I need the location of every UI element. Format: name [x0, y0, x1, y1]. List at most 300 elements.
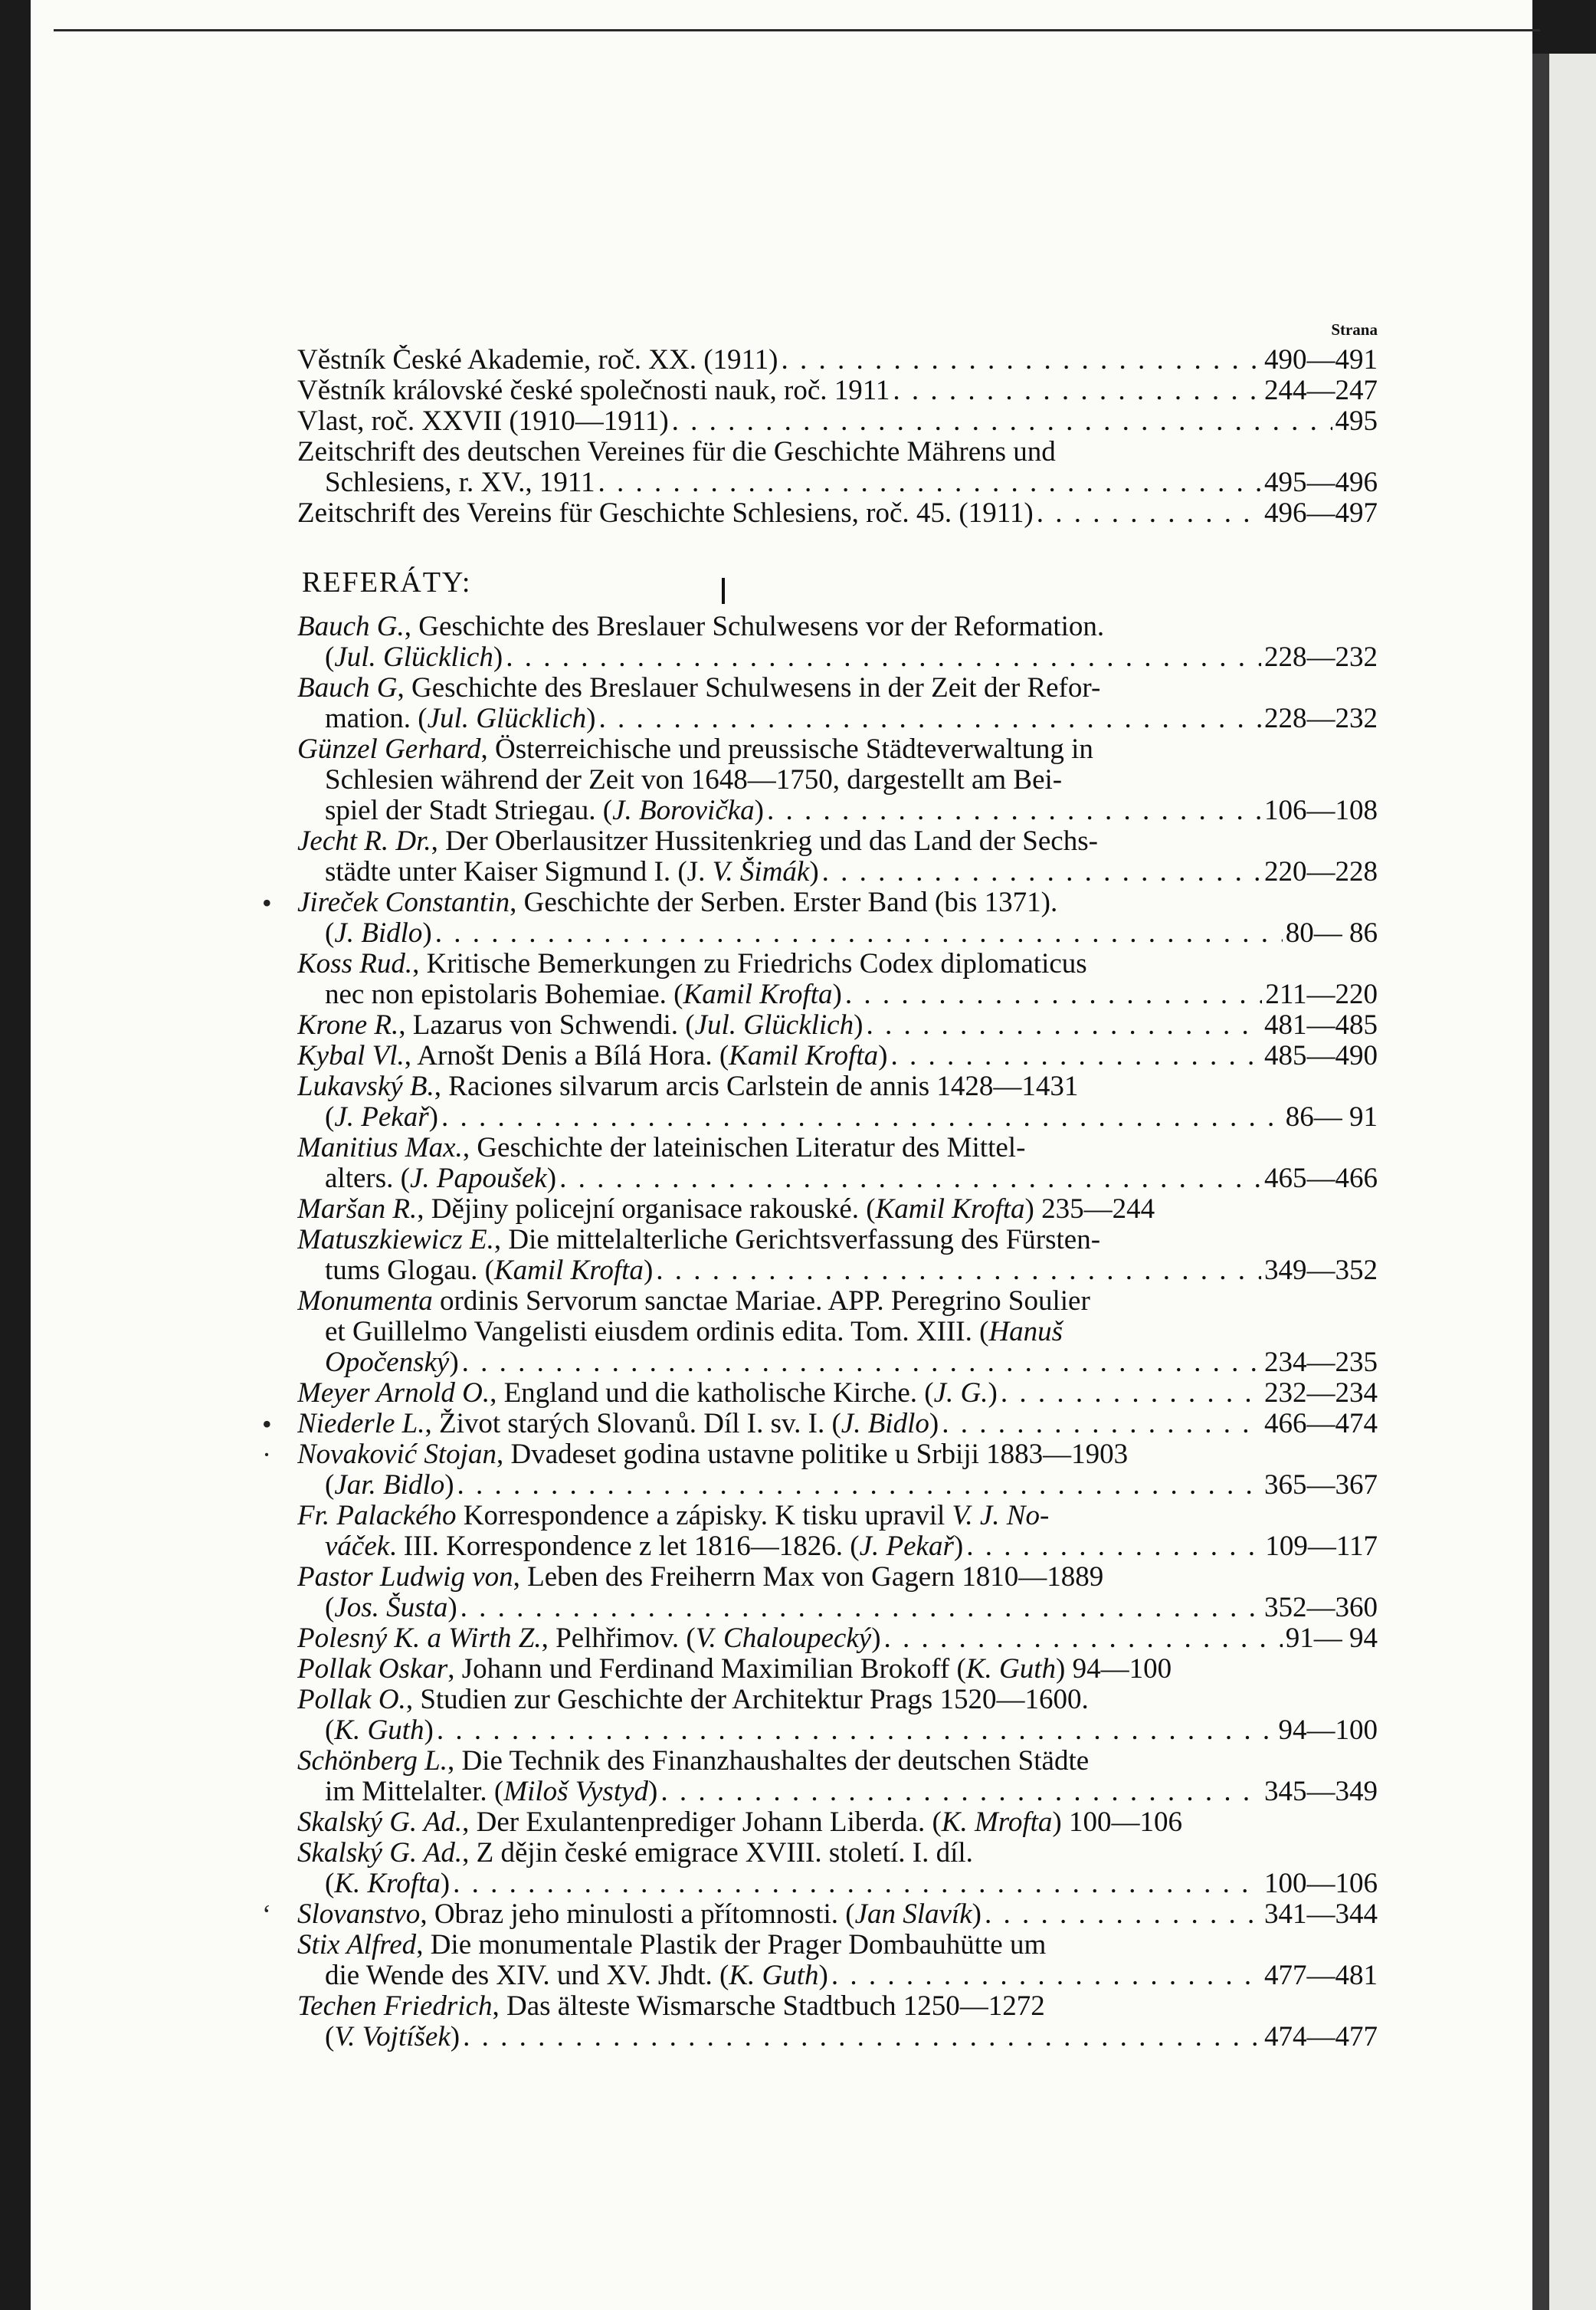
periodical-entry [297, 498, 1378, 529]
text-segment: ( [325, 1593, 335, 1623]
entry-line [297, 1685, 1378, 1715]
entry-text [297, 1286, 1090, 1317]
entry-line [297, 1501, 1378, 1531]
entry-text [297, 1991, 1045, 2022]
entry-line [297, 734, 1378, 765]
entry-line [297, 1593, 1378, 1623]
page-range: 495—496 [1264, 468, 1378, 498]
text-segment: , Dějiny policejní organisace rakouské. ( [417, 1194, 876, 1225]
entry-line [297, 949, 1378, 979]
periodical-entry [297, 437, 1378, 498]
entry-line [297, 498, 1378, 529]
italic-name: Pollak Oskar [297, 1654, 448, 1685]
text-segment: , Geschichte des Breslauer Schulwesens in der Zeit der Refor- [397, 673, 1101, 704]
entry-text [325, 765, 1062, 796]
review-entry [297, 673, 1378, 734]
entry-text [325, 2022, 460, 2052]
entry-line [297, 1163, 1378, 1194]
review-entry [297, 1623, 1378, 1654]
margin-mark: • [262, 1409, 272, 1439]
entry-text [297, 1501, 1049, 1531]
review-entry [262, 1899, 1378, 1930]
entry-line [297, 1807, 1378, 1838]
entry-line [297, 468, 1378, 498]
italic-name: Kamil Krofta [729, 1041, 879, 1071]
dot-leader [1001, 1378, 1261, 1409]
italic-name: Pastor Ludwig von [297, 1562, 513, 1593]
index-content [262, 314, 1378, 2052]
entry-line [297, 888, 1378, 918]
text-segment: ) [818, 1961, 828, 1991]
italic-name: Polesný K. a Wirth Z. [297, 1623, 542, 1654]
text-segment: ) [428, 1102, 438, 1133]
entry-text [297, 1439, 1128, 1470]
dot-leader [985, 1899, 1261, 1930]
dot-leader [672, 406, 1332, 437]
entry-text [297, 1746, 1089, 1777]
dot-leader [656, 1255, 1261, 1286]
text-segment: ) [854, 1010, 864, 1041]
text-segment: Věstník královské české společnosti nauk, roč. 1911 [297, 376, 890, 406]
entry-line [297, 1286, 1378, 1317]
dot-leader [463, 2022, 1261, 2052]
entry-text [325, 1531, 963, 1562]
text-segment: die Wende des XIV. und XV. Jhdt. ( [325, 1961, 729, 1991]
text-segment: tums Glogau. ( [325, 1255, 494, 1286]
text-segment: ) [424, 1715, 434, 1746]
page-range: 481—485 [1264, 1010, 1378, 1041]
entry-line [297, 1654, 1378, 1685]
entry-line [297, 1041, 1378, 1071]
italic-name: K. Mrofta [941, 1807, 1053, 1838]
entry-line [297, 1777, 1378, 1807]
italic-name: Niederle L. [297, 1409, 425, 1439]
text-segment: ) [929, 1409, 939, 1439]
page-range: 228—232 [1264, 704, 1378, 734]
entry-text [325, 1163, 556, 1194]
text-segment: , Österreichische und preussische Städteverwaltung in [480, 734, 1093, 765]
text-segment: ) [754, 796, 764, 826]
text-segment: , Geschichte der lateinischen Literatur des Mittel- [462, 1133, 1026, 1163]
italic-name: Krone R. [297, 1010, 399, 1041]
page-range: 466—474 [1264, 1409, 1378, 1439]
page-range: 352—360 [1264, 1593, 1378, 1623]
italic-name: Slovanstvo [297, 1899, 421, 1930]
entry-line [297, 857, 1378, 888]
entry-line [297, 1409, 1378, 1439]
text-segment: , Die monumentale Plastik der Prager Dombauhütte um [416, 1930, 1047, 1961]
text-segment: spiel der Stadt Striegau. ( [325, 796, 613, 826]
text-segment: . III. Korrespondence z let 1816—1826. ( [389, 1531, 860, 1562]
entry-text [297, 826, 1098, 857]
entry-text [325, 1102, 438, 1133]
text-segment: , Pelhřimov. ( [541, 1623, 696, 1654]
entry-line [297, 1071, 1378, 1102]
entry-line [297, 1562, 1378, 1593]
dot-leader [441, 1102, 1283, 1133]
review-entry [297, 1501, 1378, 1562]
text-segment: ) [447, 1593, 457, 1623]
entry-text [297, 1225, 1100, 1255]
entry-text [297, 949, 1087, 979]
entry-line [297, 406, 1378, 437]
entry-text [325, 979, 842, 1010]
dot-leader [767, 796, 1261, 826]
review-entry [262, 888, 1378, 949]
italic-name: Schönberg L. [297, 1746, 447, 1777]
italic-name: K. Krofta [334, 1869, 441, 1899]
entry-text [297, 888, 1057, 918]
review-entry [297, 826, 1378, 888]
text-segment: , England und die katholische Kirche. ( [490, 1378, 934, 1409]
text-segment: et Guillelmo Vangelisti eiusdem ordinis edita. Tom. XIII. ( [325, 1317, 989, 1347]
italic-name: Opočenský [325, 1347, 450, 1378]
entry-text [297, 406, 669, 437]
page-range: 220—228 [1264, 857, 1378, 888]
dot-leader [781, 345, 1261, 376]
italic-name: K. Guth [965, 1654, 1057, 1685]
entry-line [297, 1347, 1378, 1378]
entry-text [297, 1654, 1172, 1685]
reviews-list [262, 612, 1378, 2052]
italic-name: J. G. [933, 1378, 988, 1409]
entry-text [297, 1010, 863, 1041]
page-range: 244—247 [1264, 376, 1378, 406]
text-segment: ) [449, 1347, 459, 1378]
review-entry [297, 949, 1378, 1010]
italic-name: Günzel Gerhard [297, 734, 481, 765]
page-top-rule [54, 29, 1540, 31]
entry-text [325, 642, 503, 673]
entry-text [325, 1715, 434, 1746]
entry-text [325, 796, 764, 826]
text-segment: , Leben des Freiherrn Max von Gagern 1810—1889 [513, 1562, 1104, 1593]
entry-line [297, 1102, 1378, 1133]
entry-text [297, 1899, 982, 1930]
review-entry [297, 1838, 1378, 1899]
entry-text [297, 345, 778, 376]
page-range: 365—367 [1264, 1470, 1378, 1501]
italic-name: Meyer Arnold O. [297, 1378, 490, 1409]
italic-name: Monumenta [297, 1286, 433, 1317]
text-segment: Korrespondence a zápisky. K tisku upravil [456, 1501, 952, 1531]
entry-line [297, 1715, 1378, 1746]
text-segment: ) [493, 642, 503, 673]
entry-line [297, 1255, 1378, 1286]
review-entry [297, 1071, 1378, 1133]
text-segment: ( [325, 642, 335, 673]
entry-text [297, 437, 1056, 468]
page-range: 474—477 [1264, 2022, 1378, 2052]
entry-line [297, 1838, 1378, 1869]
italic-name: V. Šimák [712, 857, 810, 888]
page-column-header: Strana [1331, 320, 1378, 339]
dot-leader [660, 1777, 1261, 1807]
page-range: 477—481 [1264, 1961, 1378, 1991]
italic-name: Jul. Glücklich [427, 704, 587, 734]
entry-text [297, 612, 1104, 642]
entry-text [325, 1347, 459, 1378]
italic-name: Bauch G. [297, 612, 405, 642]
entry-line [297, 1930, 1378, 1961]
italic-name: Kamil Krofta [493, 1255, 644, 1286]
entry-text [297, 1194, 1155, 1225]
text-segment: , Das älteste Wismarsche Stadtbuch 1250—1272 [492, 1991, 1045, 2022]
italic-name: Jul. Glücklich [694, 1010, 854, 1041]
text-segment: ) [878, 1041, 888, 1071]
italic-name: Novaković Stojan [297, 1439, 496, 1470]
text-segment: , Arnošt Denis a Bílá Hora. ( [404, 1041, 729, 1071]
text-segment: ( [325, 1102, 335, 1133]
page-range: 490—491 [1264, 345, 1378, 376]
text-segment: ( [325, 918, 335, 949]
dot-leader [435, 918, 1283, 949]
italic-name: Hanuš [988, 1317, 1063, 1347]
dot-leader [966, 1531, 1262, 1562]
entry-line [297, 1623, 1378, 1654]
entry-line [297, 437, 1378, 468]
italic-name: V. Vojtíšek [334, 2022, 451, 2052]
text-segment: Vlast, roč. XXVII (1910—1911) [297, 406, 669, 437]
review-entry [297, 1746, 1378, 1807]
review-entry [297, 612, 1378, 673]
periodical-entry [297, 376, 1378, 406]
entry-text [297, 376, 890, 406]
italic-name: Fr. Palackého [297, 1501, 457, 1531]
text-segment: ) [988, 1378, 998, 1409]
italic-name: Miloš Vystyd [503, 1777, 649, 1807]
entry-line [297, 1899, 1378, 1930]
entry-line [297, 765, 1378, 796]
italic-name: Jar. Bidlo [334, 1470, 445, 1501]
entry-text [297, 1071, 1078, 1102]
page-range: 345—349 [1264, 1777, 1378, 1807]
text-segment: ( [325, 1470, 335, 1501]
italic-name: J. Pekař [859, 1531, 954, 1562]
text-segment: Zeitschrift des Vereins für Geschichte Schlesiens, roč. 45. (1911) [297, 498, 1034, 529]
italic-name: Koss Rud. [297, 949, 413, 979]
italic-name: Skalský G. Ad. [297, 1807, 463, 1838]
text-segment: ) [440, 1869, 451, 1899]
next-page-edge [1549, 54, 1596, 2310]
dot-leader [598, 704, 1261, 734]
text-segment: ) [972, 1899, 982, 1930]
entry-line [297, 1470, 1378, 1501]
text-segment: ) 94—100 [1056, 1654, 1172, 1685]
text-segment: Zeitschrift des deutschen Vereines für die Geschichte Mährens und [297, 437, 1056, 468]
text-segment: ordinis Servorum sanctae Mariae. APP. Peregrino Soulier [432, 1286, 1090, 1317]
dot-leader [942, 1409, 1261, 1439]
entry-text [325, 918, 432, 949]
italic-name: Matuszkiewicz E. [297, 1225, 494, 1255]
entry-text [325, 1869, 450, 1899]
text-segment: ) [643, 1255, 654, 1286]
entry-text [297, 498, 1034, 529]
review-entry [297, 1991, 1378, 2052]
review-entry [297, 1010, 1378, 1041]
italic-name: Maršan R. [297, 1194, 418, 1225]
entry-line [297, 704, 1378, 734]
italic-name: V. J. No- [952, 1501, 1050, 1531]
page-range: 86— 91 [1285, 1102, 1378, 1133]
entry-line [297, 1010, 1378, 1041]
text-segment: , Život starých Slovanů. Díl I. sv. I. ( [424, 1409, 841, 1439]
entry-text [325, 704, 595, 734]
review-entry [297, 1041, 1378, 1071]
text-segment: nec non epistolaris Bohemiae. ( [325, 979, 683, 1010]
page-range: 496—497 [1264, 498, 1378, 529]
page-range: 91— 94 [1285, 1623, 1378, 1654]
dot-leader [884, 1623, 1283, 1654]
text-segment: , Z dějin české emigrace XVIII. století. I. díl. [462, 1838, 973, 1869]
text-segment: ) [546, 1163, 557, 1194]
italic-name: K. Guth [729, 1961, 819, 1991]
page-range: 465—466 [1264, 1163, 1378, 1194]
page-range: 485—490 [1264, 1041, 1378, 1071]
italic-name: Kamil Krofta [683, 979, 833, 1010]
entry-text [297, 1378, 998, 1409]
entry-line [297, 376, 1378, 406]
text-segment: ) [586, 704, 596, 734]
page-range: 349—352 [1264, 1255, 1378, 1286]
italic-name: Pollak O. [297, 1685, 406, 1715]
dot-leader [1037, 498, 1261, 529]
entry-line [297, 1194, 1378, 1225]
entry-text [325, 1593, 457, 1623]
italic-name: Jireček Constantin [297, 888, 510, 918]
dot-leader [506, 642, 1261, 673]
text-segment: , Dvadeset godina ustavne politike u Srbiji 1883—1903 [496, 1439, 1129, 1470]
page-range: 232—234 [1264, 1378, 1378, 1409]
italic-name: váček [325, 1531, 390, 1562]
scan-gutter [1532, 54, 1549, 2310]
dot-leader [866, 1010, 1261, 1041]
entry-line [297, 612, 1378, 642]
dot-leader [893, 376, 1261, 406]
periodical-entry [297, 345, 1378, 376]
text-segment: ) 235—244 [1024, 1194, 1155, 1225]
italic-name: Kamil Krofta [875, 1194, 1025, 1225]
text-segment: ( [325, 1869, 335, 1899]
entry-text [325, 1255, 653, 1286]
entry-line [297, 1439, 1378, 1470]
entry-text [297, 1041, 887, 1071]
entry-text [297, 1930, 1046, 1961]
dot-leader [453, 1869, 1261, 1899]
italic-name: Bauch G [297, 673, 398, 704]
dot-leader [822, 857, 1261, 888]
text-segment: ( [325, 1715, 335, 1746]
text-segment: mation. ( [325, 704, 428, 734]
italic-name: Techen Friedrich [297, 1991, 493, 2022]
text-segment: ) [422, 918, 432, 949]
entry-line [297, 1869, 1378, 1899]
page-range: 341—344 [1264, 1899, 1378, 1930]
italic-name: Skalský G. Ad. [297, 1838, 463, 1869]
text-segment: städte unter Kaiser Sigmund I. (J. [325, 857, 713, 888]
entry-line [297, 1746, 1378, 1777]
text-segment: Věstník České Akademie, roč. XX. (1911) [297, 345, 778, 376]
entry-text [325, 1317, 1063, 1347]
review-entry [262, 1409, 1378, 1439]
review-entry [297, 1807, 1378, 1838]
review-entry [262, 1439, 1378, 1501]
text-segment: ) [809, 857, 819, 888]
entry-text [297, 734, 1093, 765]
italic-name: J. Bidlo [334, 918, 423, 949]
text-segment: ) [832, 979, 842, 1010]
italic-name: J. Papoušek [409, 1163, 547, 1194]
review-entry [297, 1562, 1378, 1623]
review-entry [297, 1286, 1378, 1378]
entry-text [297, 673, 1100, 704]
italic-name: Lukavský B. [297, 1071, 434, 1102]
entry-text [297, 1685, 1089, 1715]
text-segment: ) [871, 1623, 881, 1654]
entry-line [297, 826, 1378, 857]
entry-line [297, 796, 1378, 826]
dot-leader [890, 1041, 1261, 1071]
text-cursor-mark [722, 578, 725, 604]
entry-text [325, 468, 595, 498]
dot-leader [460, 1593, 1261, 1623]
italic-name: J. Bidlo [841, 1409, 929, 1439]
page-range: 211—220 [1265, 979, 1378, 1010]
review-entry [297, 1654, 1378, 1685]
italic-name: Kybal Vl. [297, 1041, 405, 1071]
review-entry [297, 1225, 1378, 1286]
margin-mark: ‘ [262, 1899, 271, 1930]
review-entry [297, 734, 1378, 826]
review-entry [297, 1685, 1378, 1746]
margin-mark: • [262, 888, 272, 918]
text-segment: , Obraz jeho minulosti a přítomnosti. ( [420, 1899, 855, 1930]
text-segment: Schlesiens, r. XV., 1911 [325, 468, 595, 498]
review-entry [297, 1194, 1378, 1225]
entry-line [297, 1378, 1378, 1409]
dot-leader [437, 1715, 1276, 1746]
text-segment: , Studien zur Geschichte der Architektur Prags 1520—1600. [405, 1685, 1089, 1715]
text-segment: ) [444, 1470, 454, 1501]
italic-name: J. Pekař [334, 1102, 429, 1133]
entry-line [297, 1317, 1378, 1347]
entry-text [297, 1838, 973, 1869]
entry-line [297, 918, 1378, 949]
page-range: 228—232 [1264, 642, 1378, 673]
entry-text [297, 1562, 1103, 1593]
entry-line [297, 1133, 1378, 1163]
italic-name: Stix Alfred [297, 1930, 417, 1961]
entry-text [297, 1409, 939, 1439]
text-segment: ( [325, 2022, 335, 2052]
periodical-entry [297, 406, 1378, 437]
italic-name: Jecht R. Dr. [297, 826, 431, 857]
text-segment: , Die mittelalterliche Gerichtsverfassung des Fürsten- [493, 1225, 1101, 1255]
page-range: 495 [1335, 406, 1378, 437]
review-entry [297, 1930, 1378, 1991]
italic-name: Jul. Glücklich [334, 642, 493, 673]
italic-name: J. Borovička [612, 796, 755, 826]
entry-text [325, 1470, 454, 1501]
page-range: 106—108 [1264, 796, 1378, 826]
text-segment: , Kritische Bemerkungen zu Friedrichs Codex diplomaticus [412, 949, 1087, 979]
entry-line [297, 1225, 1378, 1255]
entry-line [297, 673, 1378, 704]
entry-line [297, 1991, 1378, 2022]
entry-line [297, 2022, 1378, 2052]
entry-text [297, 1133, 1025, 1163]
entry-line [297, 345, 1378, 376]
